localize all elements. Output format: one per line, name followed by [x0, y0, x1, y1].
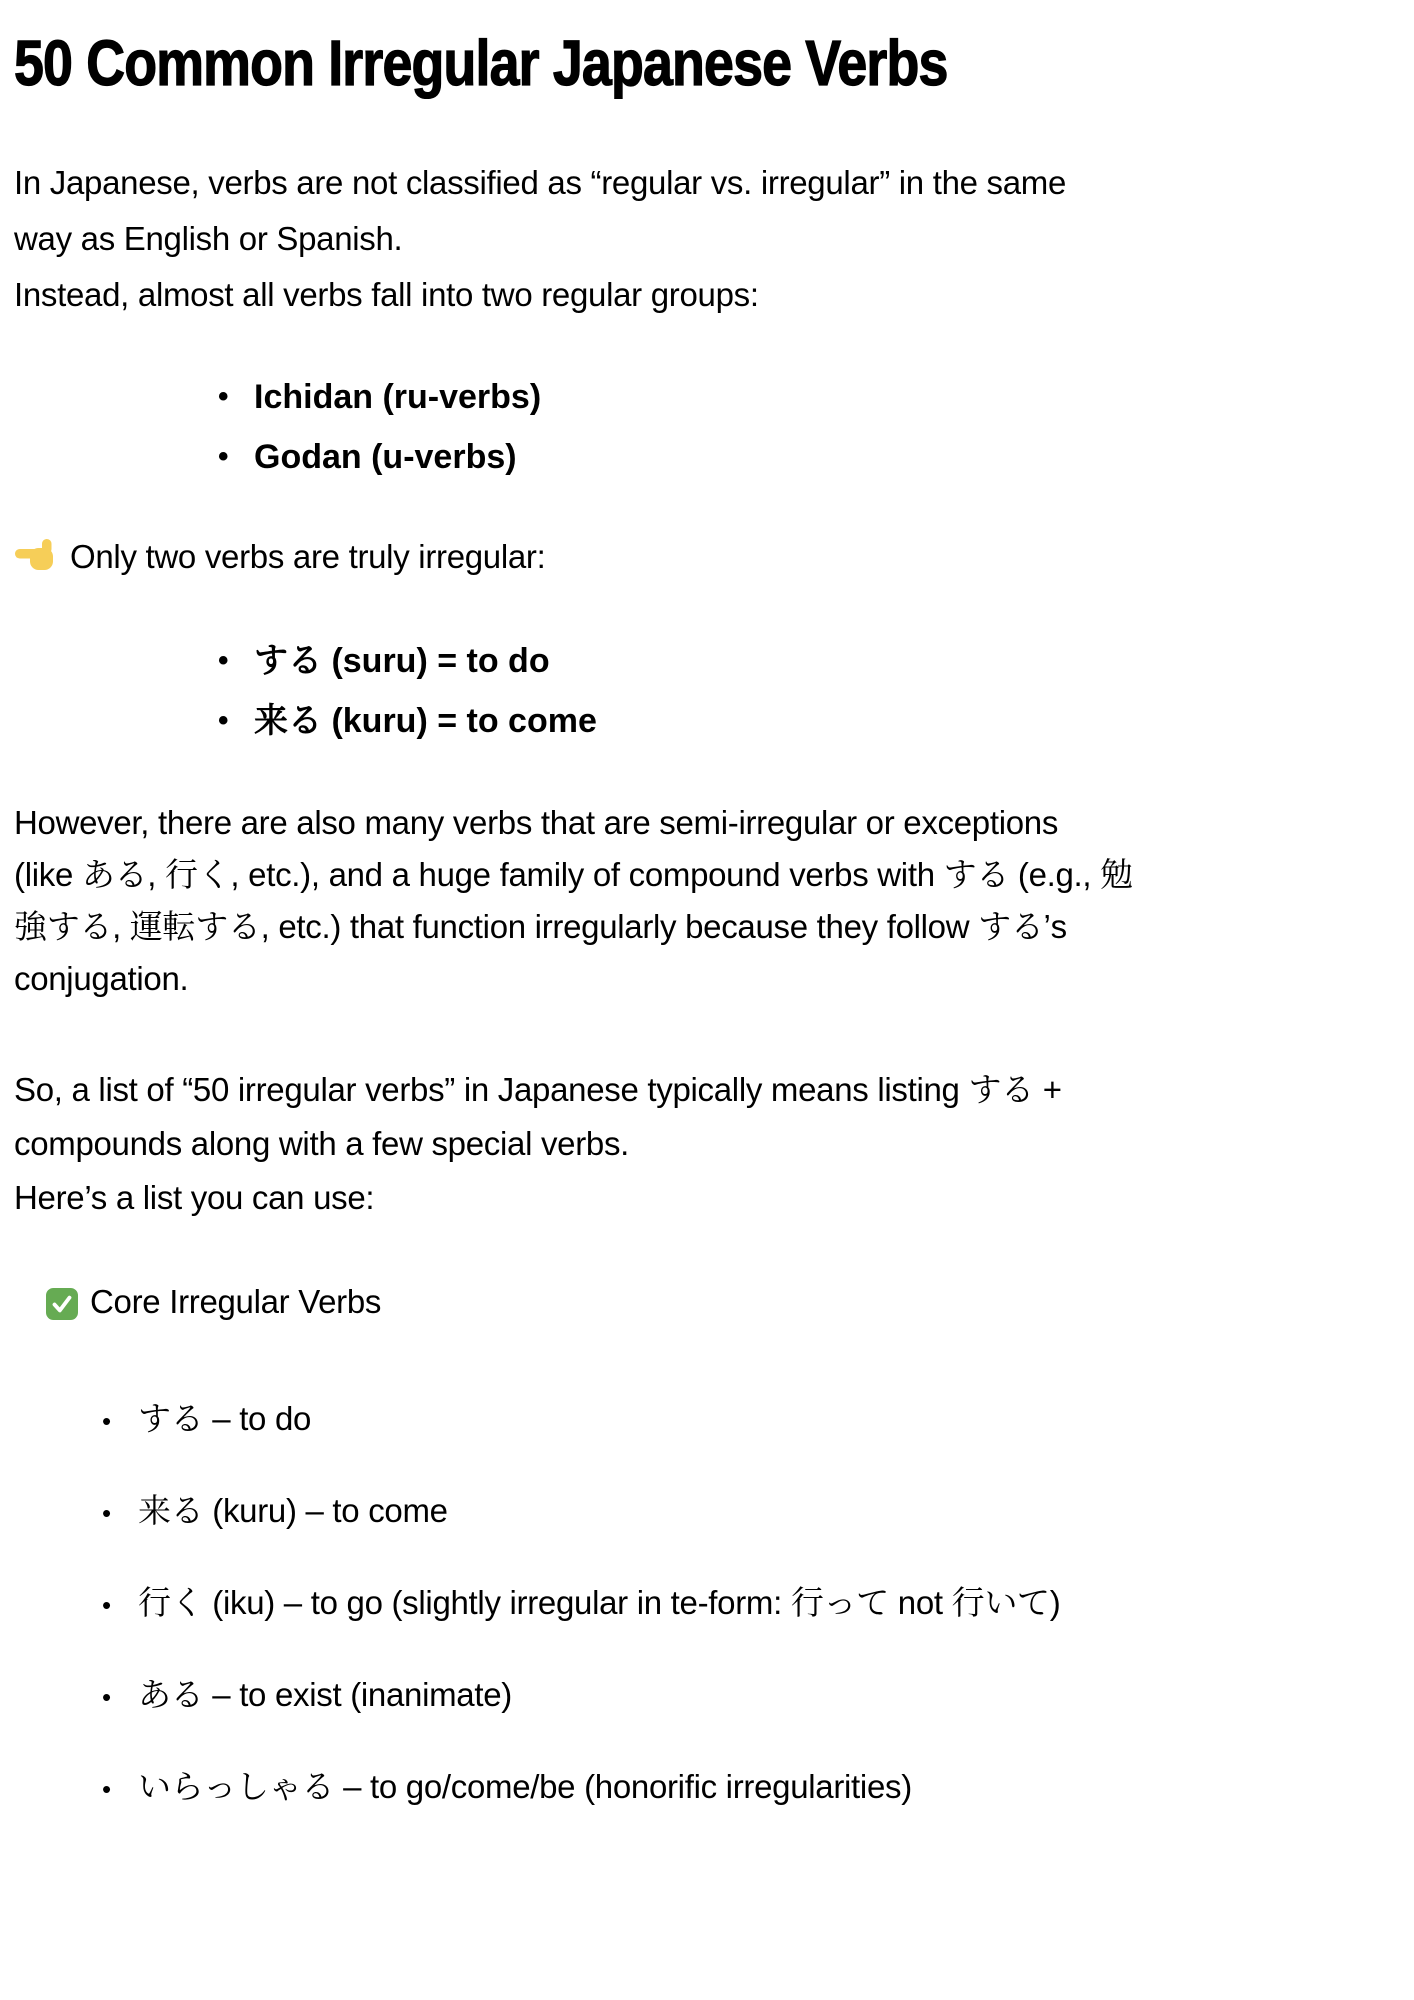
verb-list-item: • する – to do [138, 1397, 1386, 1441]
pointing-left-hand-icon [14, 536, 56, 578]
verb-list-item: • いらっしゃる – to go/come/be (honorific irregularities) [138, 1765, 1386, 1809]
core-irregular-verbs-list [14, 1397, 1386, 1809]
list-item: • する (suru) = to do [254, 631, 1386, 691]
intro-paragraph [14, 155, 1386, 267]
pointer-note-text: Only two verbs are truly irregular: [70, 537, 546, 575]
text-line: So, a list of “50 irregular verbs” in Japanese typically means listing する + [14, 1070, 1062, 1108]
regular-groups-list [14, 367, 1386, 487]
list-intro-paragraph [14, 1063, 1386, 1225]
text-line: In Japanese, verbs are not classified as “regular vs. irregular” in the same [14, 163, 1067, 201]
text-line: conjugation. [14, 959, 189, 997]
text-line: Here’s a list you can use: [14, 1178, 375, 1216]
text-line: (like ある, 行く, etc.), and a huge family of compound verbs with する (e.g., 勉 [14, 855, 1133, 893]
pointer-note [14, 529, 1386, 585]
text-line: Instead, almost all verbs fall into two regular groups: [14, 275, 759, 313]
list-item: • 来る (kuru) = to come [254, 691, 1386, 751]
page-title: 50 Common Irregular Japanese Verbs [14, 27, 948, 99]
text-line: compounds along with a few special verbs. [14, 1124, 630, 1162]
text-line: 強する, 運転する, etc.) that function irregularly because they follow する’s [14, 907, 1067, 945]
section-heading [46, 1279, 1386, 1325]
list-item: • Ichidan (ru-verbs) [254, 367, 1386, 427]
true-irregulars-list [14, 631, 1386, 751]
text-line: way as English or Spanish. [14, 219, 403, 257]
verb-list-item: • 来る (kuru) – to come [138, 1489, 1386, 1533]
groups-intro-paragraph [14, 267, 1386, 323]
list-item: • Godan (u-verbs) [254, 427, 1386, 487]
text-line: However, there are also many verbs that are semi-irregular or exceptions [14, 803, 1059, 841]
check-mark-icon [46, 1286, 78, 1318]
verb-list-item: • 行く (iku) – to go (slightly irregular in te-form: 行って not 行いて) [138, 1581, 1386, 1625]
verb-list-item: • ある – to exist (inanimate) [138, 1673, 1386, 1717]
semi-irregular-paragraph [14, 797, 1386, 1005]
section-heading-label: Core Irregular Verbs [90, 1282, 382, 1320]
